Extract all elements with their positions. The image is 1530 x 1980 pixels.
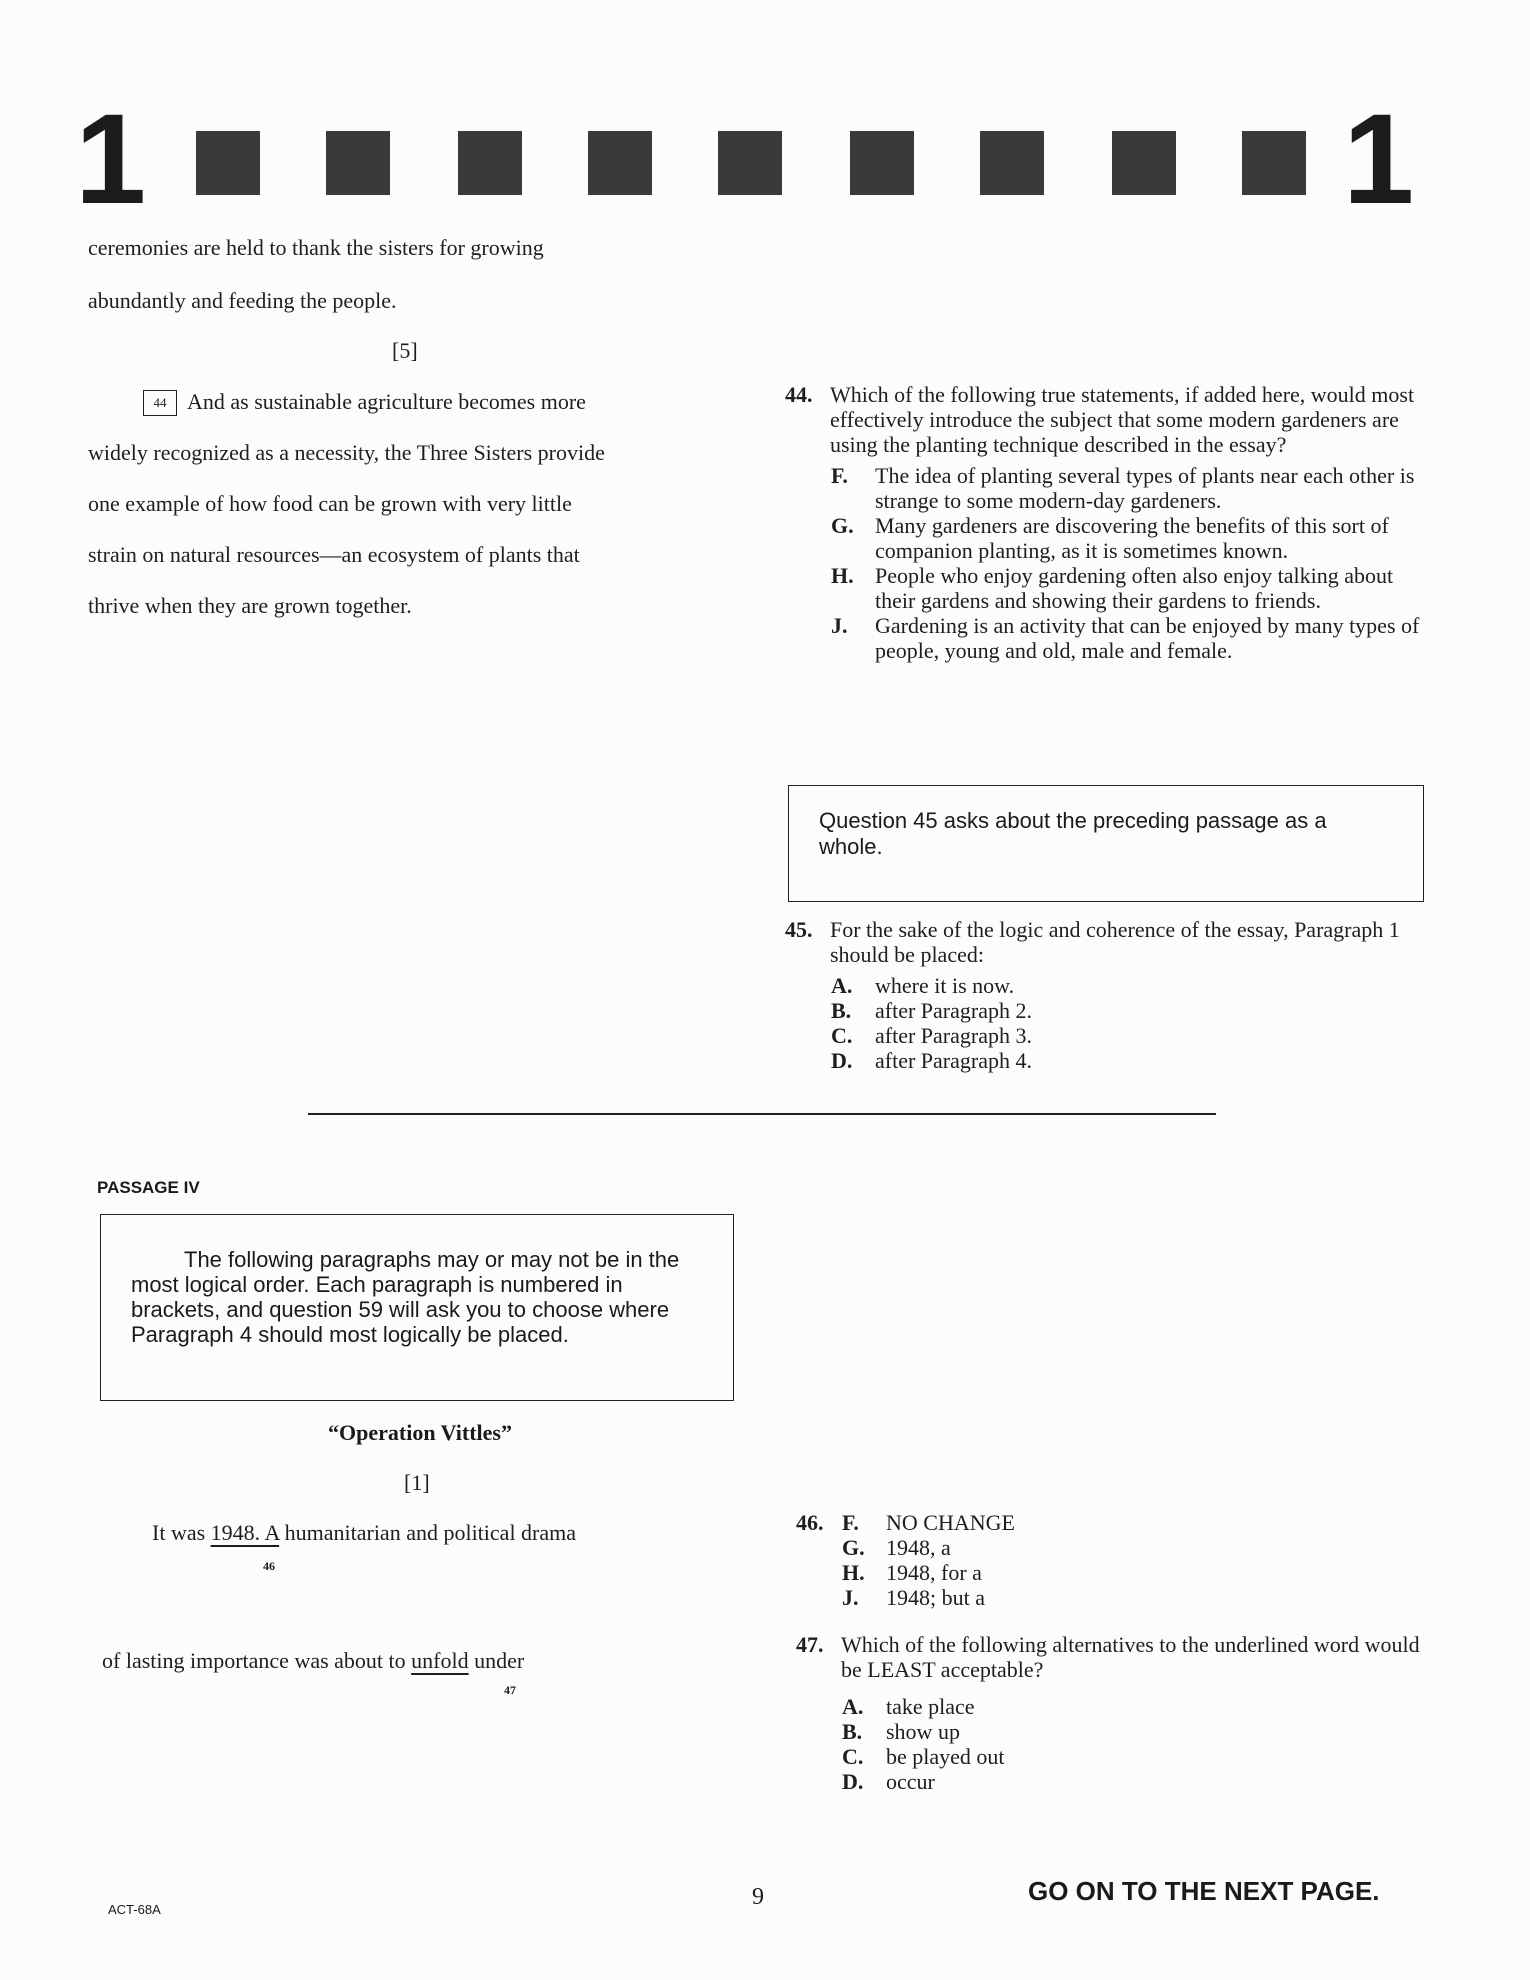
go-on-next-page: GO ON TO THE NEXT PAGE.: [1028, 1876, 1380, 1906]
question-44: [785, 382, 1420, 663]
answer-option-b[interactable]: B. after Paragraph 2.: [831, 998, 1032, 1023]
answer-option-c[interactable]: C. after Paragraph 3.: [831, 1023, 1032, 1048]
header-square: [326, 131, 390, 195]
passage-line: strain on natural resources—an ecosystem of plants that: [88, 542, 580, 567]
header-square: [850, 131, 914, 195]
question-45-note: Question 45 asks about the preceding passage as a whole.: [788, 785, 1424, 902]
answer-option-f[interactable]: F. The idea of planting several types of plants near each other is strange to some modern-day gardeners.: [831, 463, 1415, 513]
passage-line: abundantly and feeding the people.: [88, 288, 397, 313]
passage-instructions: The following paragraphs may or may not be in the most logical order. Each paragraph is numbered in brackets, and question 59 will ask you to choose where Paragraph 4 should most logically be placed.: [100, 1214, 734, 1401]
passage-label: PASSAGE IV: [97, 1178, 200, 1197]
paragraph-marker-1: [1]: [404, 1470, 430, 1495]
question-47: [796, 1632, 1436, 1794]
answer-option-j[interactable]: J. Gardening is an activity that can be enjoyed by many types of people, young and old, male and female.: [831, 613, 1420, 663]
underlined-portion-46[interactable]: 1948. A: [210, 1520, 280, 1545]
question-ref-47: 47: [504, 1683, 516, 1697]
passage-title: “Operation Vittles”: [328, 1420, 512, 1445]
answer-option-d[interactable]: D. occur: [842, 1769, 935, 1794]
answer-option-j[interactable]: J. 1948; but a: [842, 1585, 985, 1610]
underlined-portion-47[interactable]: unfold: [411, 1648, 469, 1673]
paragraph-marker-5: [5]: [392, 338, 418, 363]
header-square: [980, 131, 1044, 195]
answer-option-b[interactable]: B. show up: [842, 1719, 960, 1744]
passage-divider: [308, 1113, 1216, 1115]
header-square: [1112, 131, 1176, 195]
passage-line: of lasting importance was about to unfold under: [102, 1648, 525, 1673]
header-square: [718, 131, 782, 195]
answer-option-h[interactable]: H. People who enjoy gardening often also enjoy talking about their gardens and showing their gardens to friends.: [831, 563, 1394, 613]
answer-option-h[interactable]: H. 1948, for a: [842, 1560, 982, 1585]
question-47-stem: 47. Which of the following alternatives to the underlined word would be LEAST acceptable?: [796, 1632, 1420, 1682]
question-45-stem: 45. For the sake of the logic and coherence of the essay, Paragraph 1 should be placed:: [785, 917, 1400, 967]
question-44-stem: 44. Which of the following true statements, if added here, would most effectively introduce the subject that some modern gardeners are using the planting technique described in the essay?: [785, 382, 1415, 457]
section-number-right: 1: [1343, 88, 1415, 231]
page-number: 9: [752, 1884, 764, 1910]
answer-option-c[interactable]: C. be played out: [842, 1744, 1005, 1769]
answer-option-f[interactable]: 46. F. NO CHANGE: [796, 1510, 1015, 1535]
section-number-left: 1: [75, 88, 147, 231]
passage-line: It was 1948. A humanitarian and political drama: [152, 1520, 577, 1545]
question-44-box[interactable]: 44: [143, 390, 177, 416]
header-square: [196, 131, 260, 195]
header-square: [588, 131, 652, 195]
answer-option-g[interactable]: G. 1948, a: [842, 1535, 951, 1560]
question-ref-46: 46: [263, 1559, 275, 1573]
passage-line: thrive when they are grown together.: [88, 593, 412, 618]
header-square: [458, 131, 522, 195]
question-46: [796, 1510, 1396, 1610]
question-45: [785, 917, 1420, 1073]
form-code: ACT-68A: [108, 1902, 161, 1917]
answer-option-a[interactable]: A. where it is now.: [831, 973, 1015, 998]
answer-option-d[interactable]: D. after Paragraph 4.: [831, 1048, 1032, 1073]
answer-option-g[interactable]: G. Many gardeners are discovering the benefits of this sort of companion planting, as it is sometimes known.: [831, 513, 1389, 563]
passage-line: ceremonies are held to thank the sisters for growing: [88, 235, 544, 260]
header-square: [1242, 131, 1306, 195]
passage-line: 44 And as sustainable agriculture becomes more: [143, 376, 586, 427]
answer-option-a[interactable]: A. take place: [842, 1694, 975, 1719]
passage-line: one example of how food can be grown with very little: [88, 491, 572, 516]
passage-line: widely recognized as a necessity, the Three Sisters provide: [88, 440, 605, 465]
